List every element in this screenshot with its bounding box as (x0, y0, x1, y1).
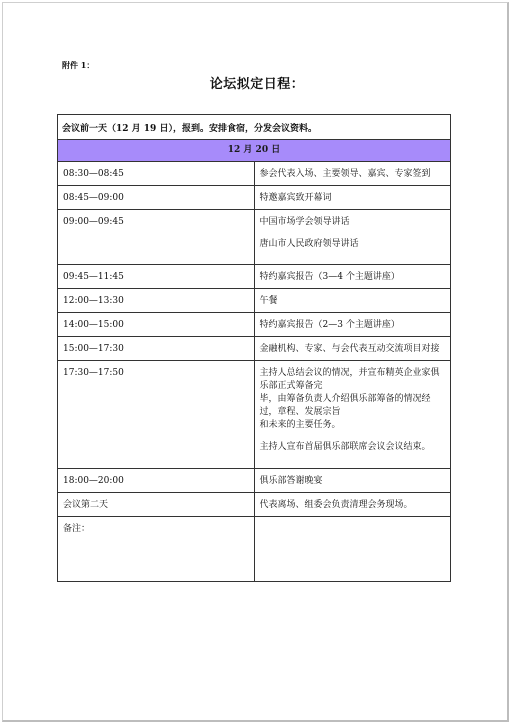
table-row (58, 361, 451, 469)
event-cell: 俱乐部答谢晚宴 (254, 469, 451, 493)
table-row (58, 469, 451, 493)
event-line: 毕，由筹备负责人介绍俱乐部筹备的情况经过，章程、发展宗旨 (259, 394, 431, 417)
event-line: 主持人宣布首届俱乐部联席会议会议结束。 (259, 442, 431, 452)
table-row (58, 289, 451, 313)
table-row (58, 313, 451, 337)
time-cell: 会议第二天 (58, 493, 255, 517)
notes-cell (254, 517, 451, 582)
event-cell: 特邀嘉宾致开幕词 (254, 186, 451, 210)
table-row (58, 162, 451, 186)
time-cell: 09:00—09:45 (58, 210, 255, 265)
time-cell: 17:30—17:50 (58, 361, 255, 469)
time-cell: 15:00—17:30 (58, 337, 255, 361)
event-cell: 参会代表入场、主要领导、嘉宾、专家签到 (254, 162, 451, 186)
table-row (58, 210, 451, 265)
pre-day-note: 会议前一天（12 月 19 日），报到。安排食宿，分发会议资料。 (58, 115, 451, 140)
event-cell (254, 210, 451, 265)
event-line: 主持人总结会议的情况，并宣布精英企业家俱乐部正式筹备完 (259, 368, 440, 391)
schedule-table (57, 114, 451, 582)
time-cell: 18:00—20:00 (58, 469, 255, 493)
event-cell: 特约嘉宾报告（3—4 个主题讲座） (254, 265, 451, 289)
time-cell: 08:45—09:00 (58, 186, 255, 210)
table-row-pre-day (58, 115, 451, 140)
table-row-notes (58, 517, 451, 582)
table-row (58, 265, 451, 289)
page-title: 论坛拟定日程： (209, 77, 305, 92)
event-cell: 金融机构、专家、与会代表互动交流项目对接 (254, 337, 451, 361)
event-cell: 代表离场、组委会负责清理会务现场。 (254, 493, 451, 517)
time-cell: 08:30—08:45 (58, 162, 255, 186)
table-row (58, 493, 451, 517)
time-cell: 14:00—15:00 (58, 313, 255, 337)
event-line: 唐山市人民政府领导讲话 (259, 239, 359, 249)
attachment-label: 附件 1： (62, 60, 95, 70)
event-cell (254, 361, 451, 469)
table-row-date-header (58, 140, 451, 162)
event-cell: 午餐 (254, 289, 451, 313)
table-row (58, 337, 451, 361)
table-row (58, 186, 451, 210)
time-cell: 09:45—11:45 (58, 265, 255, 289)
event-line: 中国市场学会领导讲话 (259, 217, 350, 227)
time-cell: 12:00—13:30 (58, 289, 255, 313)
notes-label: 备注： (58, 517, 255, 582)
event-line: 和未来的主要任务。 (259, 420, 341, 430)
date-header: 12 月 20 日 (58, 140, 451, 162)
event-cell: 特约嘉宾报告（2—3 个主题讲座） (254, 313, 451, 337)
